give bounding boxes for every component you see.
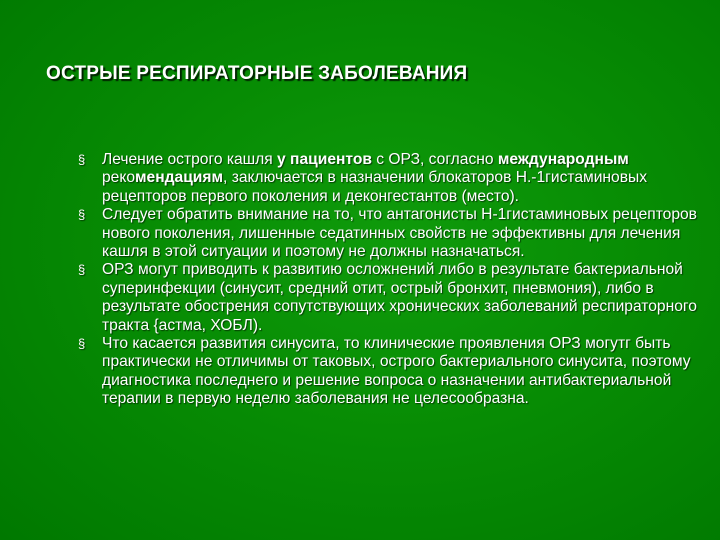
- text-segment: реко: [102, 169, 136, 187]
- bullet-list: [78, 151, 698, 409]
- bullet-text: [102, 335, 691, 407]
- slide-title: ОСТРЫЕ РЕСПИРАТОРНЫЕ ЗАБОЛЕВАНИЯ: [46, 63, 468, 84]
- bullet-item: [78, 335, 698, 409]
- text-segment: с ОРЗ, согласно: [371, 151, 498, 168]
- text-segment: Что касается развития синусита, то клинические проявления ОРЗ могутг быть практически не отличимы от таковых, острого бактериального синусита, поэтому диагностика последнего и решение вопроса о назначении антибактериальной терапии в первую неделю заболевания не целесообразна.: [102, 335, 691, 408]
- bold-segment: у пациентов: [277, 151, 372, 168]
- text-segment: Следует обратить внимание на то, что антагонисты Н-1гистаминовых рецепторов нового поколения, лишенные седатинных свойств не эффективны для лечения кашля в этой ситуации и поэтому не должны назначаться.: [102, 206, 697, 261]
- section-sign-icon: §: [78, 262, 86, 278]
- text-segment: ОРЗ могут приводить к развитию осложнений либо в результате бактериальной суперинфекции (синусит, средний отит, острый бронхит, пневмония), либо в результате обострения сопутствующих хронических заболеваний респираторного тракта {астма, ХОБЛ).: [102, 261, 697, 334]
- bold-segment: мендациям: [135, 169, 224, 187]
- section-sign-icon: §: [78, 207, 86, 223]
- bold-segment: международным: [497, 151, 629, 168]
- text-segment: , заключается в назначении блокаторов Н.-1гистаминовых рецепторов первого поколения и деконгестантов (место).: [102, 169, 648, 205]
- section-sign-icon: §: [78, 336, 86, 352]
- bullet-text: [102, 206, 697, 260]
- bullet-item: [78, 261, 698, 335]
- bullet-text: [102, 151, 647, 205]
- section-sign-icon: §: [78, 152, 86, 167]
- text-segment: Лечение острого кашля: [102, 151, 278, 168]
- slide-body: [78, 151, 698, 409]
- bullet-item: [78, 206, 698, 261]
- bullet-text: [102, 261, 697, 333]
- bullet-item: [78, 151, 698, 206]
